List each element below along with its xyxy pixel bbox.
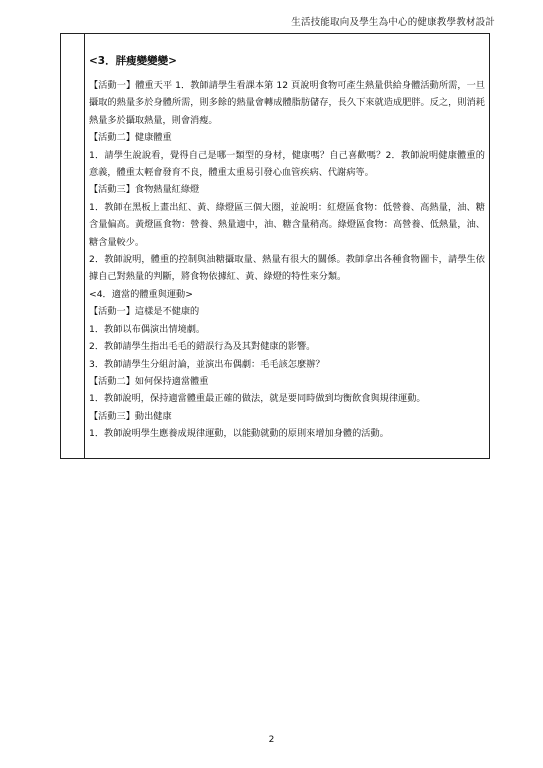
paragraph: 【活動二】健康體重 [89,132,172,144]
lesson-table [60,33,490,459]
paragraph: 2．教師說明，體重的控制與油糖攝取量、熱量有很大的關係。教師拿出各種食物圖卡，請學生依據自己對熱量的判斷，將食物依據紅、黃、綠燈的特性來分類。 [89,254,485,283]
paragraph: 1．教師以布偶演出情境劇。 [89,323,206,335]
paragraph: 【活動三】動出健康 [89,410,172,422]
paragraph: 1．教師在黑板上畫出紅、黃、綠燈區三個大圈，並說明：紅燈區食物：低營養、高熱量，油、糖含量偏高。黃燈區食物：營養、熱量適中，油、糖含量稍高。綠燈區食物：高營養、低熱量，油、糖含量較少。 [89,201,485,248]
section-title: <3．胖瘦變變變> [89,55,177,67]
paragraph: 3．教師請學生分組討論，並演出布偶劇：毛毛該怎麼辦？ [89,358,325,370]
running-header: 生活技能取向及學生為中心的健康教學教材設計 [291,17,495,28]
page-number: 2 [268,735,275,745]
paragraph: 【活動二】如何保持適當體重 [89,375,209,387]
paragraph: 【活動一】這樣是不健康的 [89,306,200,318]
paragraph: 1．請學生說說看，覺得自己是哪一類型的身材，健康嗎？自己喜歡嗎？2．教師說明健康體重的意義，體重太輕會發育不良，體重太重易引發心血管疾病、代謝病等。 [89,149,485,179]
paragraph: 1．教師說明，保持適當體重最正確的做法，就是要同時做到均衡飲食與規律運動。 [89,393,426,405]
paragraph: 1．教師說明學生應養成規律運動，以能動就動的原則來增加身體的活動。 [89,428,389,440]
lesson-body-text [89,77,485,443]
table-content-cell [85,34,489,458]
paragraph: <4．適當的體重與運動> [89,288,193,300]
paragraph: 【活動三】食物熱量紅綠燈 [89,184,200,196]
table-left-column [61,34,85,458]
paragraph: 【活動一】體重天平 1．教師請學生看課本第 12 頁說明食物可產生熱量供給身體活動所需，一旦攝取的熱量多於身體所需，則多餘的熱量會轉成體脂肪儲存，長久下來就造成肥胖。反之，則消耗熱量多於攝取熱量，則會消瘦。 [89,80,485,126]
paragraph: 2．教師請學生指出毛毛的錯誤行為及其對健康的影響。 [89,341,316,353]
